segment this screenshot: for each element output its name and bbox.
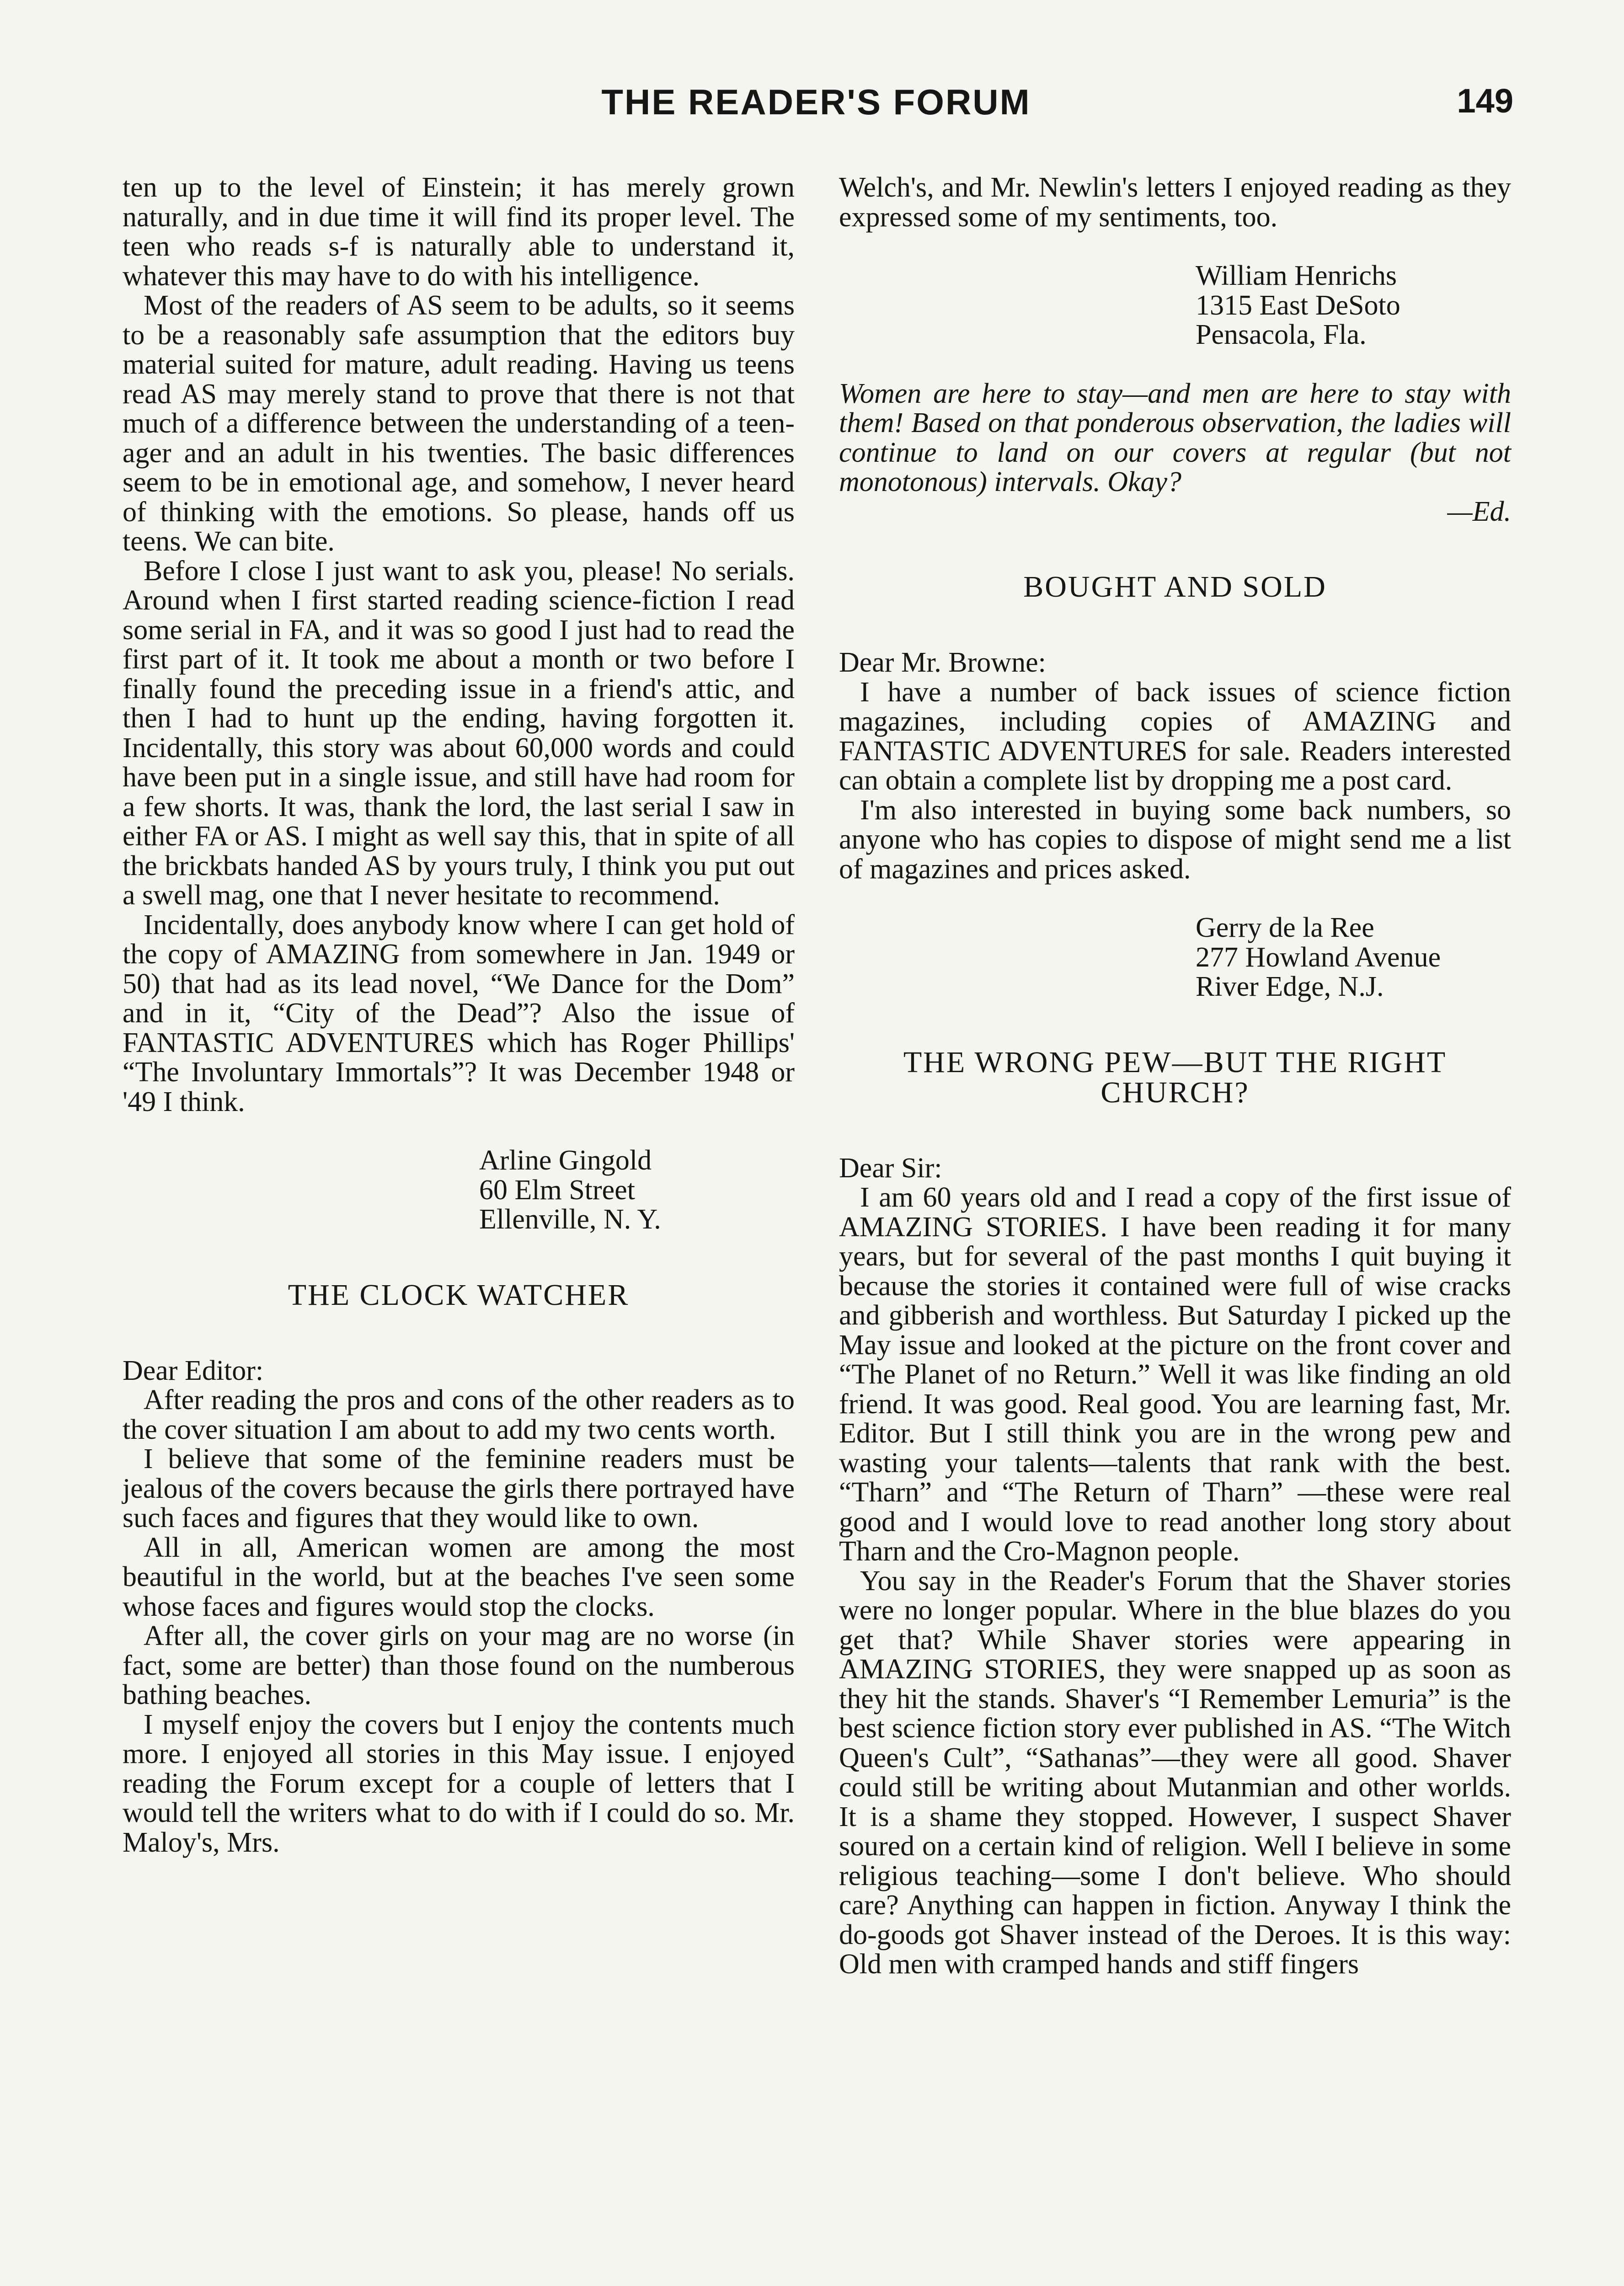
left-column — [123, 173, 795, 1857]
letter-heading — [839, 1047, 1511, 1108]
paragraph: You say in the Reader's Forum that the Shaver stories were no longer popular. Where in the blue blazes do you get that? While Shaver stories were appearing in AMAZING STORIES, they were snapped up as soon as they hit the stands. Shaver's “I Remember Lemuria” is the best science fiction story ever published in AS. “The Witch Queen's Cult”, “Sathanas”—they were all good. Shaver could still be writing about Mutanmian and other worlds. It is a shame they stopped. However, I suspect Shaver soured on a certain kind of religion. Well I believe in some religious teaching—some I don't believe. Who should care? Anything can happen in fiction. Anyway I think the do-goods got Shaver instead of the Deroes. It is this way: Old men with cramped hands and stiff fingers — [839, 1565, 1511, 1980]
paragraph: I'm also interested in buying some back numbers, so anyone who has copies to dispose of might send me a list of magazines and prices asked. — [839, 794, 1511, 885]
signature-name: Arline Gingold — [479, 1145, 652, 1176]
paragraph: I have a number of back issues of science fiction magazines, including copies of AMAZING and FANTASTIC ADVENTURES for sale. Readers interested can obtain a complete list by dropping me a post card. — [839, 676, 1511, 796]
paragraph: I am 60 years old and I read a copy of the first issue of AMAZING STORIES. I have been reading it for many years, but for several of the past months I quit buying it because the stories it contained were full of wise cracks and gibberish and worthless. But Saturday I picked up the May issue and looked at the picture on the front cover and “The Planet of no Return.” Well it was like finding an old friend. It was good. Real good. You are learning fast, Mr. Editor. But I still think you are in the wrong pew and wasting your talents—talents that rank with the best. “Tharn” and “The Return of Tharn” —these were real good and I would love to read another long story about Tharn and the Cro-Magnon people. — [839, 1182, 1511, 1567]
editor-signature: —Ed. — [1447, 496, 1511, 527]
signature-block — [123, 1146, 795, 1234]
letter-heading-line: THE WRONG PEW—BUT THE RIGHT — [903, 1045, 1447, 1079]
paragraph: After reading the pros and cons of the other readers as to the cover situation I am about to add my two cents worth. — [123, 1384, 795, 1445]
paragraph: All in all, American women are among the most beautiful in the world, but at the beaches I've seen some whose faces and figures would stop the clocks. — [123, 1532, 795, 1622]
paragraph: I believe that some of the feminine readers must be jealous of the covers because the girls there portrayed have such faces and figures that they would like to own. — [123, 1443, 795, 1533]
letter-heading: BOUGHT AND SOLD — [1023, 570, 1327, 604]
paragraph: Most of the readers of AS seem to be adults, so it seems to be a reasonably safe assumption that the editors buy material suited for mature, adult reading. Having us teens read AS may merely stand to prove that there is not that much of a difference between the understanding of a teen-ager and an adult in his twenties. The basic differences seem to be in emotional age, and somehow, I never heard of thinking with the emotions. So please, hands off us teens. We can bite. — [123, 290, 795, 557]
signature-street: 60 Elm Street — [479, 1174, 635, 1206]
salutation: Dear Sir: — [839, 1152, 942, 1184]
salutation: Dear Mr. Browne: — [839, 647, 1046, 678]
signature-street: 277 Howland Avenue — [1196, 941, 1441, 973]
signature-city: River Edge, N.J. — [1196, 971, 1384, 1002]
paragraph: Welch's, and Mr. Newlin's letters I enjoyed reading as they expressed some of my sentiments, too. — [839, 172, 1511, 233]
editor-note: Women are here to stay—and men are here to stay with them! Based on that ponderous observation, the ladies will continue to land on our covers at regular (but not monotonous) intervals. Okay? — [839, 378, 1511, 497]
paragraph: After all, the cover girls on your mag are no worse (in fact, some are better) than those found on the numberous bathing beaches. — [123, 1620, 795, 1710]
letter-heading: THE CLOCK WATCHER — [288, 1278, 630, 1312]
paragraph: I myself enjoy the covers but I enjoy the contents much more. I enjoyed all stories in this May issue. I enjoyed reading the Forum except for a couple of letters that I would tell the writers what to do with if I could do so. Mr. Maloy's, Mrs. — [123, 1709, 795, 1858]
paragraph: ten up to the level of Einstein; it has merely grown naturally, and in due time it will find its proper level. The teen who reads s-f is naturally able to understand it, whatever this may have to do with his intelligence. — [123, 172, 795, 292]
letter-heading-line: CHURCH? — [1100, 1075, 1250, 1109]
salutation: Dear Editor: — [123, 1355, 264, 1386]
paragraph: Incidentally, does anybody know where I can get hold of the copy of AMAZING from somewhere in Jan. 1949 or 50) that had as its lead novel, “We Dance for the Dom” and in it, “City of the Dead”? Also the issue of FANTASTIC ADVENTURES which has Roger Phillips' “The Involuntary Immortals”? It was December 1948 or '49 I think. — [123, 909, 795, 1117]
signature-block — [839, 261, 1511, 350]
signature-street: 1315 East DeSoto — [1196, 289, 1400, 321]
signature-name: William Henrichs — [1196, 260, 1397, 291]
running-head: THE READER'S FORUM — [601, 82, 1031, 122]
paragraph: Before I close I just want to ask you, please! No serials. Around when I first started reading science-fiction I read some serial in FA, and it was so good I just had to read the first part of it. It took me about a month or two before I finally found the preceding issue in a friend's attic, and then I had to hunt up the ending, having forgotten it. Incidentally, this story was about 60,000 words and could have been put in a single issue, and still have had room for a few shorts. It was, thank the lord, the last serial I saw in either FA or AS. I might as well say this, that in spite of all the brickbats handed AS by yours truly, I think you put out a swell mag, one that I never hesitate to recommend. — [123, 555, 795, 911]
page-header — [119, 81, 1513, 132]
page-number: 149 — [1457, 82, 1513, 120]
signature-block — [839, 913, 1511, 1002]
signature-name: Gerry de la Ree — [1196, 912, 1374, 943]
signature-city: Pensacola, Fla. — [1196, 319, 1367, 350]
signature-city: Ellenville, N. Y. — [479, 1204, 661, 1235]
right-column — [839, 173, 1511, 1979]
